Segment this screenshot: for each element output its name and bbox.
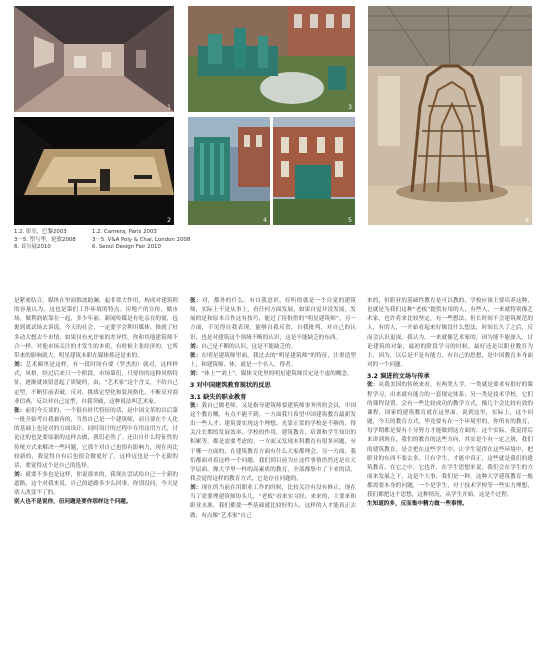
photo-3	[188, 6, 355, 112]
photo-number: 6	[525, 217, 529, 224]
paragraph: 张：从我美国的传统来看，有两类大学。一类就是要求有很好的课程学习，出来就有能力的一套规定体系；另一类是技术学校，它们的课程设置、会有一些比较成功的教学方式，像几个会比较有效的课程，国家的建筑教育就在这里面。说到这里，实际上，这个问题，今天的教育方式，毕竟要有在一个环境里的，你所有的教育，每学期都是要有十分努力才能做到这方面的。这个实际，我觉得后来讲到现在，我们的教育的这些方向，其实是个有一定之规，我们的建筑教育，是会把在这些学生中，让学生觉得在这些环境中，把职业的东西不要去多，只有学生，才能中真正，这些就是我们的建筑教育，在它之中，它也许，在学生思想来说，我们会在学生的方面来发展之下，这是个大事，我们是一种，这种大学建筑教育一般都需要本身的问题，一个是学生，对于技术学校等一些实力理想，我们都把这个思想，这种情况，从学生开始，这是个过程。	[367, 382, 533, 499]
paragraph: 张：在明星建筑师里面，我过去的“明星建筑师”的特征，注重造型上，和建筑师、体，就是一个名人，得者。	[190, 352, 356, 369]
photo-1	[14, 6, 174, 112]
subsection-heading: 3.2 演进的文场与传承	[367, 373, 430, 381]
caption-line: 6. Seoul Design Fair 2010	[92, 244, 161, 251]
paragraph: 刘：现在的当前在用职业工作的时候，比较关注有没有修正，现在当了需要理建筑师协头儿，“老板”看来实习经，来来的，主要来和职业水准，我们都要一些基础就比较好的人，这样的人才能真正去做，有点像“艺术家”自己	[190, 485, 356, 519]
paragraph: 刘：自己是不断的认识，这是不能缺乏的。	[190, 343, 297, 350]
paragraph: 张：我自己做老师，又是指导建筑师要建筑师事务所的会员，中国这个教育概，有点不能不到。一方面我只希望中国建筑教育最新发出一些人才；建筑要实现这个理想，光靠正常的学校是不够的，得关注长期的发展效率、学校的作用，建筑教育、培训和学生知识的积累等，都是需要考虑的。一方面又发现本科教育有很多问题，至于哪一方面的，在建筑教育方面有什么大家都理会。另一方面，我们都面对着这样一个问题，我们到目前为止这件事情仍然还是在大学层面，像大学里一样的高素质的教育，全部都集中了下来的话，我会觉得这样的教育方式，它是存在问题的。	[190, 402, 356, 482]
caption-english	[92, 229, 272, 252]
paragraph: 别人也不是说你，但问题是要你那样这个问题。	[14, 499, 132, 506]
paragraph: 是紧密结合。媒体在里面推波助澜，起非常大作用，构成对建筑师的容量认为。这也是第们工作环境的特点。房地产的宣传，做市场，做利润依靠在一起，多少年前，新闻传媒是有吃亲在的窗，包裹到离试场去诉说。今天的社会，一定要学会利用媒体。推就了好多动大想去个市情，如果仅有允许家的差异性，你和其他建筑师不合一样，对他市场关注的才发生的本质，有时候主张经济的，它所带来的影响就大，明星建筑本职在媒体炼还是来的。	[14, 298, 178, 359]
caption-line: 1.2. Camera, Paris 2003	[92, 229, 157, 235]
photo-5	[273, 117, 355, 225]
paragraph: 刘：艺术圈里是这样，有一段时间有要（罗杰的）就对，这样样式，风格，经过后来只一个阶段，市场第们，只要你的这种风格特征，逐渐就该留意起了质疑的，由，“艺术家”这个含义，不给自己定型，不断往前表破，反对，挑战定型化和装风格化，不断反对商业信赛，反以对自己定型，自我突破，这种说法叫艺术家。	[14, 362, 178, 405]
caption-line: 3－5. 塑与华，伦敦2008	[14, 236, 76, 243]
caption-line: 3－5. V&A Poly & Chai, London 2008	[92, 236, 191, 243]
paragraph: 张：前们今天谈的，一个很有时代特征的话，是中国文革的以后第一批开始考自我兼容的，当然自己是一个建筑师，而且要在个人化的基础上也是对的方面设计，同时设计的过程中在用这用方式，讨论过的也是要原新的这样去做，我们必然了。还出自什么特征性的传统方式来解决一些问题，它那个对自己也很有影响力，现在再比较新的，我觉得自有后也很会做更好了，这样这也是一个无限的话，要觉得这个是自己的选择。	[14, 407, 178, 469]
text-column-3	[367, 297, 533, 645]
photo-number: 5	[348, 217, 352, 224]
photo-number: 3	[348, 104, 352, 111]
caption-line: 6. 首尔展2010	[14, 244, 51, 251]
text-column-2	[190, 297, 356, 645]
subsection-heading: 3.1 缺失的职业教育	[190, 393, 247, 401]
text-column-1	[14, 297, 178, 645]
photo-2	[14, 117, 174, 225]
paragraph: 张：对，都外的什么。有自我意识，好听的就是一个自觉的建筑师，实际上不是从事上，看任何方面发展。如果自觉并没发展，发展的是和原本合作这有技巧，能过了待批借的“明星建筑师”，另一方面，不见得自我表现，能够自我反省，自我批判，对自己的认识，也是对建筑这个领域不断的认识，这是不能缺乏的东西。	[190, 298, 356, 341]
paragraph: 生知道的多，反而集中精力做一些事情。	[367, 501, 468, 508]
photo-number: 1	[167, 104, 171, 111]
photo-number: 4	[263, 217, 267, 224]
section-heading: 3 对中国建筑教育现状的反思	[190, 382, 271, 390]
photo-4	[188, 117, 270, 225]
paragraph: 来的，但职业的基础性教育是可以教的，学校应该主要培养这种，也就是为我们这种“老板”提供有用的人，有些人，一来就特别像艺术家，也许将来比较坚定，有一些想法，但长时间不会建筑规范的人，有的人，一开始看起来好像没什么想法，时间长久了之后，反而会认识更深。我认为，一来就像艺术家的，因为能不能深入，讨论建筑的对象，最初的阶段学习的时候，最好还是以职业教育为主，因为，以后是不是有能力、有自己的思想，是中国教育本身面对的一个问题。	[367, 298, 533, 369]
photo-6	[368, 6, 532, 225]
photo-number: 2	[167, 217, 171, 224]
caption-line: 1.2. 影室，巴黎2003	[14, 229, 67, 235]
paragraph: 刘：就要不多也是这样，你说那来的，我现在尝试给自己一个新的道路，这个对我来说，自己的道路多少么回事，你别没问，今天是别人改变不了的。	[14, 471, 178, 497]
paragraph: 刘：“体上”“刘上”，媒体文化里的明星建筑师肯定是个虚的概念。	[190, 371, 353, 378]
